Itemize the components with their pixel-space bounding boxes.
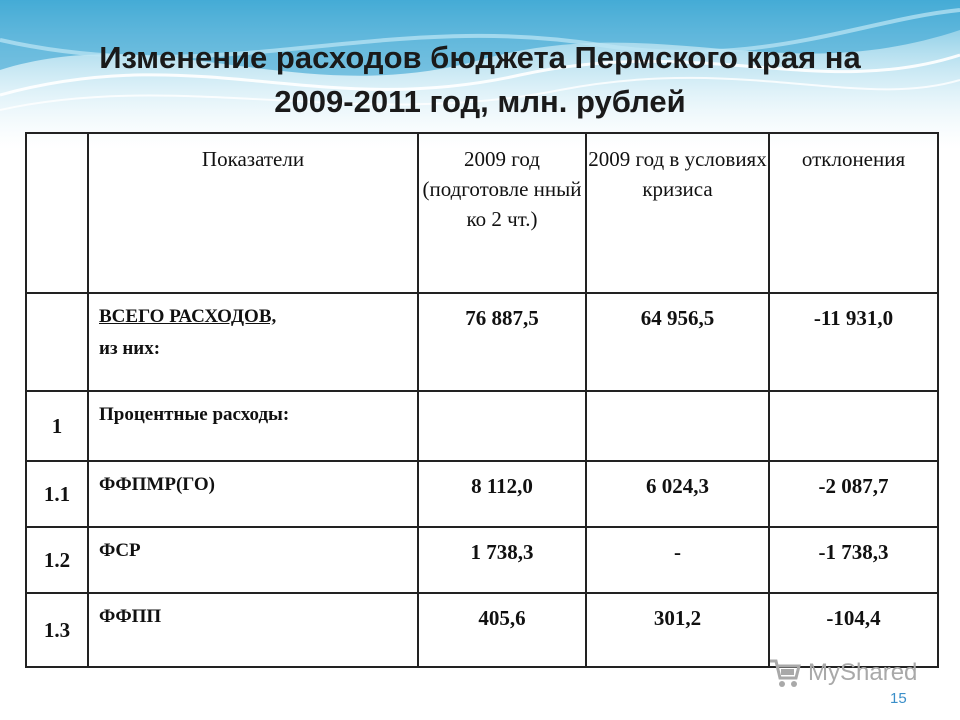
header-2009-crisis: 2009 год в условиях кризиса [586,133,769,293]
value-2009-crisis: 64 956,5 [586,293,769,391]
table-row [26,391,938,461]
value-2009-crisis: 6 024,3 [586,461,769,527]
logo-text: MyShared [808,659,918,686]
row-indicator [88,293,418,391]
table-row [26,461,938,527]
row-number: 1 [26,391,88,461]
value-deviation: -104,4 [769,593,938,667]
myshared-logo [768,656,917,690]
header-2009-planned: 2009 год (подготовле нный ко 2 чт.) [418,133,586,293]
value-deviation: -1 738,3 [769,527,938,593]
indicator-sublabel: из них: [99,338,161,359]
table-row [26,527,938,593]
header-indicators: Показатели [88,133,418,293]
header-number [26,133,88,293]
budget-table [25,132,939,668]
slide-title [40,36,920,124]
row-number: 1.1 [26,461,88,527]
page-number: 15 [890,690,907,707]
value-deviation: -2 087,7 [769,461,938,527]
value-2009-planned: 1 738,3 [418,527,586,593]
table-header-row [26,133,938,293]
title-line-2: 2009-2011 год, млн. рублей [274,84,686,119]
value-2009-planned: 8 112,0 [418,461,586,527]
table-row [26,293,938,391]
row-number: 1.3 [26,593,88,667]
row-indicator: ФСР [88,527,418,593]
indicator-label: ВСЕГО РАСХОДОВ, [99,306,277,327]
value-2009-crisis: - [586,527,769,593]
cart-icon [768,658,802,688]
row-number: 1.2 [26,527,88,593]
row-number [26,293,88,391]
row-indicator: Процентные расходы: [88,391,418,461]
value-2009-planned: 405,6 [418,593,586,667]
value-deviation: -11 931,0 [769,293,938,391]
value-2009-crisis: 301,2 [586,593,769,667]
value-2009-crisis [586,391,769,461]
row-indicator: ФФПП [88,593,418,667]
title-line-1: Изменение расходов бюджета Пермского края на [99,40,861,75]
header-deviations: отклонения [769,133,938,293]
value-2009-planned: 76 887,5 [418,293,586,391]
row-indicator: ФФПМР(ГО) [88,461,418,527]
value-deviation [769,391,938,461]
value-2009-planned [418,391,586,461]
